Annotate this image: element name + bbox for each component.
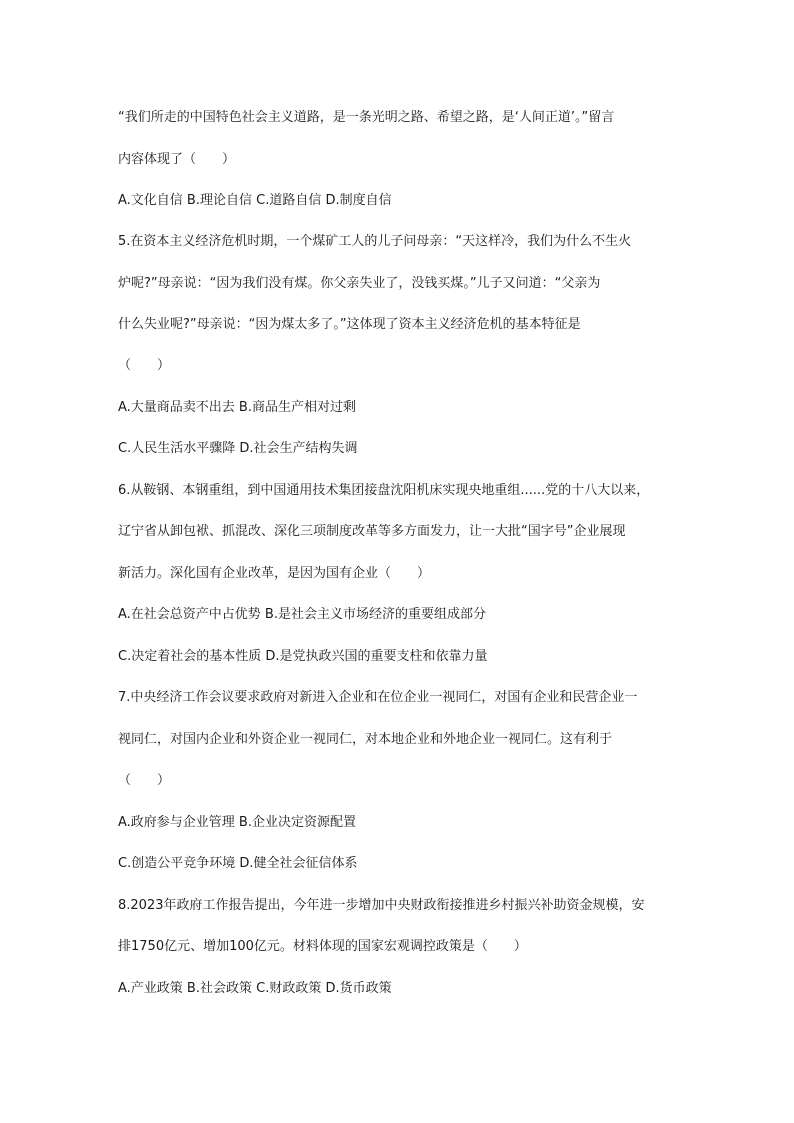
question-5-options-cd: C.人民生活水平骤降 D.社会生产结构失调 [118,441,358,456]
question-6-stem-line-1: 6.从鞍钢、本钢重组，到中国通用技术集团接盘沈阳机床实现央地重组......党的十八大以来， [118,483,650,498]
question-6-stem-line-2: 辽宁省从卸包袱、抓混改、深化三项制度改革等多方面发力，让一大批“国字号”企业展现 [118,524,626,539]
question-5-stem-line-1: 5.在资本主义经济危机时期，一个煤矿工人的儿子问母亲：“天这样冷，我们为什么不生火 [118,234,632,249]
question-6-stem-line-3: 新活力。深化国有企业改革，是因为国有企业（ ） [118,566,431,581]
question-5-options-ab: A.大量商品卖不出去 B.商品生产相对过剩 [118,400,356,415]
question-6-options-ab: A.在社会总资产中占优势 B.是社会主义市场经济的重要组成部分 [118,607,486,622]
question-7-stem-line-2: 视同仁，对国内企业和外资企业一视同仁，对本地企业和外地企业一视同仁。这有利于 [118,732,613,747]
question-7-stem-line-1: 7.中央经济工作会议要求政府对新进入企业和在位企业一视同仁，对国有企业和民营企业一 [118,690,638,705]
question-4-stem-line-1: “我们所走的中国特色社会主义道路，是一条光明之路、希望之路，是‘人间正道’。”留言 [118,110,615,125]
question-5-stem-line-2: 炉呢?”母亲说：“因为我们没有煤。你父亲失业了，没钱买煤。”儿子又问道：“父亲为 [118,276,601,291]
question-7-answer-blank: （ ） [118,773,171,788]
question-4-options: A.文化自信 B.理论自信 C.道路自信 D.制度自信 [118,193,392,208]
question-8-stem-line-1: 8.2023年政府工作报告提出，今年进一步增加中央财政衔接推进乡村振兴补助资金规模，安 [118,898,645,913]
question-7-options-ab: A.政府参与企业管理 B.企业决定资源配置 [118,815,356,830]
question-4-stem-line-2: 内容体现了（ ） [118,152,236,167]
question-8-options: A.产业政策 B.社会政策 C.财政政策 D.货币政策 [118,981,392,996]
question-5-stem-line-3: 什么失业呢?”母亲说：“因为煤太多了。”这体现了资本主义经济危机的基本特征是 [118,317,581,332]
question-5-answer-blank: （ ） [118,358,171,373]
question-8-stem-line-2: 排1750亿元、增加100亿元。材料体现的国家宏观调控政策是（ ） [118,939,527,954]
question-6-options-cd: C.决定着社会的基本性质 D.是党执政兴国的重要支柱和依靠力量 [118,649,488,664]
question-7-options-cd: C.创造公平竞争环境 D.健全社会征信体系 [118,856,358,871]
